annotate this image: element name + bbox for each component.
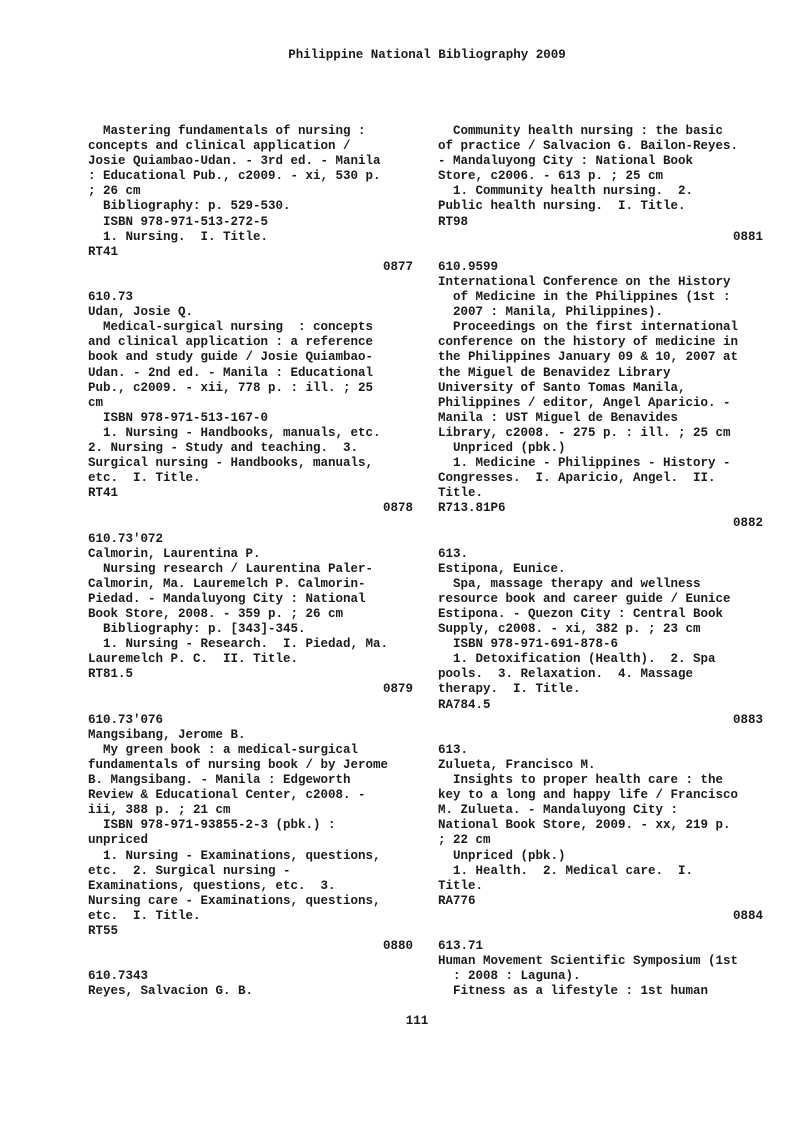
entry-line: RT41 [88, 244, 119, 259]
entry-line: of practice / Salvacion G. Bailon-Reyes. [438, 139, 739, 154]
entry-line: therapy. I. Title. [438, 682, 581, 697]
entry-line: Unpriced (pbk.) [438, 440, 566, 455]
entry-line: 1. Nursing. I. Title. [88, 229, 269, 244]
entry-line: Library, c2008. - 275 p. : ill. ; 25 cm [438, 425, 731, 440]
entry-line: Store, c2006. - 613 p. ; 25 cm [438, 169, 664, 184]
blank-line [438, 728, 763, 743]
entry-line: the Philippines January 09 & 10, 2007 at [438, 350, 739, 365]
entry-line: 1. Medicine - Philippines - History - [438, 456, 731, 471]
entry-line: Pub., c2009. - xii, 778 p. : ill. ; 25 [88, 380, 374, 395]
right-column [438, 124, 763, 999]
entry-line: Mastering fundamentals of nursing : [88, 124, 366, 138]
entry-line: Community health nursing : the basic [438, 124, 724, 138]
entry-line: Medical-surgical nursing : concepts [88, 320, 374, 335]
entry-line: Piedad. - Mandaluyong City : National [88, 591, 366, 606]
entry-line: 1. Community health nursing. 2. [438, 184, 694, 199]
entry-line: Title. [438, 486, 484, 501]
entry-line: Title. [438, 878, 484, 893]
entry-number: 0884 [732, 908, 763, 923]
entry-line: National Book Store, 2009. - xx, 219 p. [438, 818, 731, 833]
entry-line: 613.71 [438, 939, 484, 954]
blank-line [88, 516, 413, 531]
entry-line: etc. I. Title. [88, 471, 201, 486]
entry-line: My green book : a medical-surgical [88, 742, 359, 757]
entry-line: Udan, Josie Q. [88, 305, 194, 320]
entry-line: ISBN 978-971-691-878-6 [438, 637, 619, 652]
entry-line: 613. [438, 742, 469, 757]
entry-line: 1. Health. 2. Medical care. I. [438, 863, 694, 878]
entry-line: Insights to proper health care : the [438, 773, 724, 788]
blank-line [88, 954, 413, 969]
entry-line: 610.73'072 [88, 531, 164, 546]
entry-line: International Conference on the History [438, 274, 731, 289]
running-header: Philippine National Bibliography 2009 [288, 48, 566, 62]
entry-number: 0880 [382, 939, 413, 954]
entry-line: 610.73'076 [88, 712, 164, 727]
entry-line: - Mandaluyong City : National Book [438, 154, 694, 169]
entry-line: fundamentals of nursing book / by Jerome [88, 757, 389, 772]
entry-line: unpriced [88, 833, 149, 848]
entry-line: Philippines / editor, Angel Aparicio. - [438, 395, 731, 410]
entry-line: etc. I. Title. [88, 908, 201, 923]
entry-line: Unpriced (pbk.) [438, 848, 566, 863]
entry-line: book and study guide / Josie Quiambao- [88, 350, 374, 365]
entry-line: Estipona. - Quezon City : Central Book [438, 607, 724, 621]
entry-line: key to a long and happy life / Francisco [438, 788, 739, 803]
entry-line: resource book and career guide / Eunice [438, 591, 731, 606]
entry-number: 0879 [382, 682, 413, 697]
blank-line [438, 532, 763, 547]
entry-line: cm [88, 395, 104, 410]
entry-number: 0877 [382, 259, 413, 274]
entry-line: iii, 388 p. ; 21 cm [88, 803, 231, 818]
entry-line: Review & Educational Center, c2008. - [88, 788, 366, 803]
entry-line: RT81.5 [88, 667, 134, 682]
entry-line: Estipona, Eunice. [438, 561, 566, 576]
entry-line: M. Zulueta. - Mandaluyong City : [438, 803, 679, 818]
entry-line: Congresses. I. Aparicio, Angel. II. [438, 471, 716, 486]
entry-line: and clinical application : a reference [88, 335, 374, 350]
entry-line: : Educational Pub., c2009. - xi, 530 p. [88, 169, 381, 184]
entry-line: R713.81P6 [438, 501, 506, 516]
entry-line: 1. Detoxification (Health). 2. Spa [438, 652, 716, 667]
entry-line: Proceedings on the first international [438, 320, 739, 335]
entry-line: the Miguel de Benavidez Library [438, 365, 671, 380]
entry-line: 610.73 [88, 290, 134, 305]
blank-line [438, 245, 763, 260]
entry-line: ISBN 978-971-93855-2-3 (pbk.) : [88, 818, 336, 833]
entry-line: RT55 [88, 923, 119, 938]
blank-line [88, 275, 413, 290]
entry-line: Zulueta, Francisco M. [438, 757, 596, 772]
entry-line: RA784.5 [438, 697, 491, 712]
entry-number: 0878 [382, 501, 413, 516]
entry-line: ; 22 cm [438, 833, 491, 848]
blank-line [88, 698, 413, 713]
entry-line: Calmorin, Laurentina P. [88, 546, 261, 561]
entry-line: : 2008 : Laguna). [438, 969, 581, 984]
entry-line: Manila : UST Miguel de Benavides [438, 410, 679, 425]
entry-line: concepts and clinical application / [88, 139, 351, 154]
entry-line: RT98 [438, 214, 469, 229]
entry-line: conference on the history of medicine in [438, 335, 739, 350]
entry-number: 0882 [732, 516, 763, 531]
entry-line: 610.9599 [438, 259, 499, 274]
entry-line: Mangsibang, Jerome B. [88, 727, 246, 742]
entry-line: Reyes, Salvacion G. B. [88, 984, 254, 999]
page-number: 111 [405, 1014, 429, 1028]
entry-line: Supply, c2008. - xi, 382 p. ; 23 cm [438, 622, 701, 637]
entry-line: 2007 : Manila, Philippines). [438, 305, 664, 320]
entry-line: Fitness as a lifestyle : 1st human [438, 984, 709, 999]
entry-line: Spa, massage therapy and wellness [438, 576, 701, 591]
blank-line [438, 924, 763, 939]
entry-line: Lauremelch P. C. II. Title. [88, 652, 299, 667]
entry-line: Book Store, 2008. - 359 p. ; 26 cm [88, 607, 344, 621]
entry-line: 1. Nursing - Handbooks, manuals, etc. [88, 425, 381, 440]
entry-line: 1. Nursing - Research. I. Piedad, Ma. [88, 637, 389, 652]
entry-line: Josie Quiambao-Udan. - 3rd ed. - Manila [88, 154, 381, 169]
entry-number: 0881 [732, 229, 763, 244]
entry-line: Examinations, questions, etc. 3. [88, 878, 336, 893]
left-column [88, 124, 413, 999]
entry-line: ISBN 978-971-513-272-5 [88, 214, 269, 229]
entry-line: Udan. - 2nd ed. - Manila : Educational [88, 365, 374, 380]
entry-line: Calmorin, Ma. Lauremelch P. Calmorin- [88, 576, 366, 591]
entry-line: 613. [438, 546, 469, 561]
entry-line: etc. 2. Surgical nursing - [88, 863, 291, 878]
entry-line: Human Movement Scientific Symposium (1st [438, 954, 739, 969]
entry-line: Nursing research / Laurentina Paler- [88, 561, 374, 576]
entry-line: Nursing care - Examinations, questions, [88, 893, 381, 908]
entry-line: 610.7343 [88, 969, 149, 984]
entry-line: ; 26 cm [88, 184, 141, 199]
entry-line: Bibliography: p. 529-530. [88, 199, 291, 214]
entry-line: 1. Nursing - Examinations, questions, [88, 848, 381, 863]
entry-line: 2. Nursing - Study and teaching. 3. [88, 440, 359, 455]
entry-number: 0883 [732, 712, 763, 727]
entry-line: Bibliography: p. [343]-345. [88, 622, 306, 637]
entry-line: of Medicine in the Philippines (1st : [438, 290, 731, 305]
entry-line: RA776 [438, 893, 476, 908]
entry-line: RT41 [88, 486, 119, 501]
entry-line: pools. 3. Relaxation. 4. Massage [438, 667, 694, 682]
entry-line: Public health nursing. I. Title. [438, 199, 686, 214]
entry-line: B. Mangsibang. - Manila : Edgeworth [88, 773, 351, 788]
entry-line: Surgical nursing - Handbooks, manuals, [88, 456, 374, 471]
entry-line: University of Santo Tomas Manila, [438, 380, 686, 395]
entry-line: ISBN 978-971-513-167-0 [88, 410, 269, 425]
